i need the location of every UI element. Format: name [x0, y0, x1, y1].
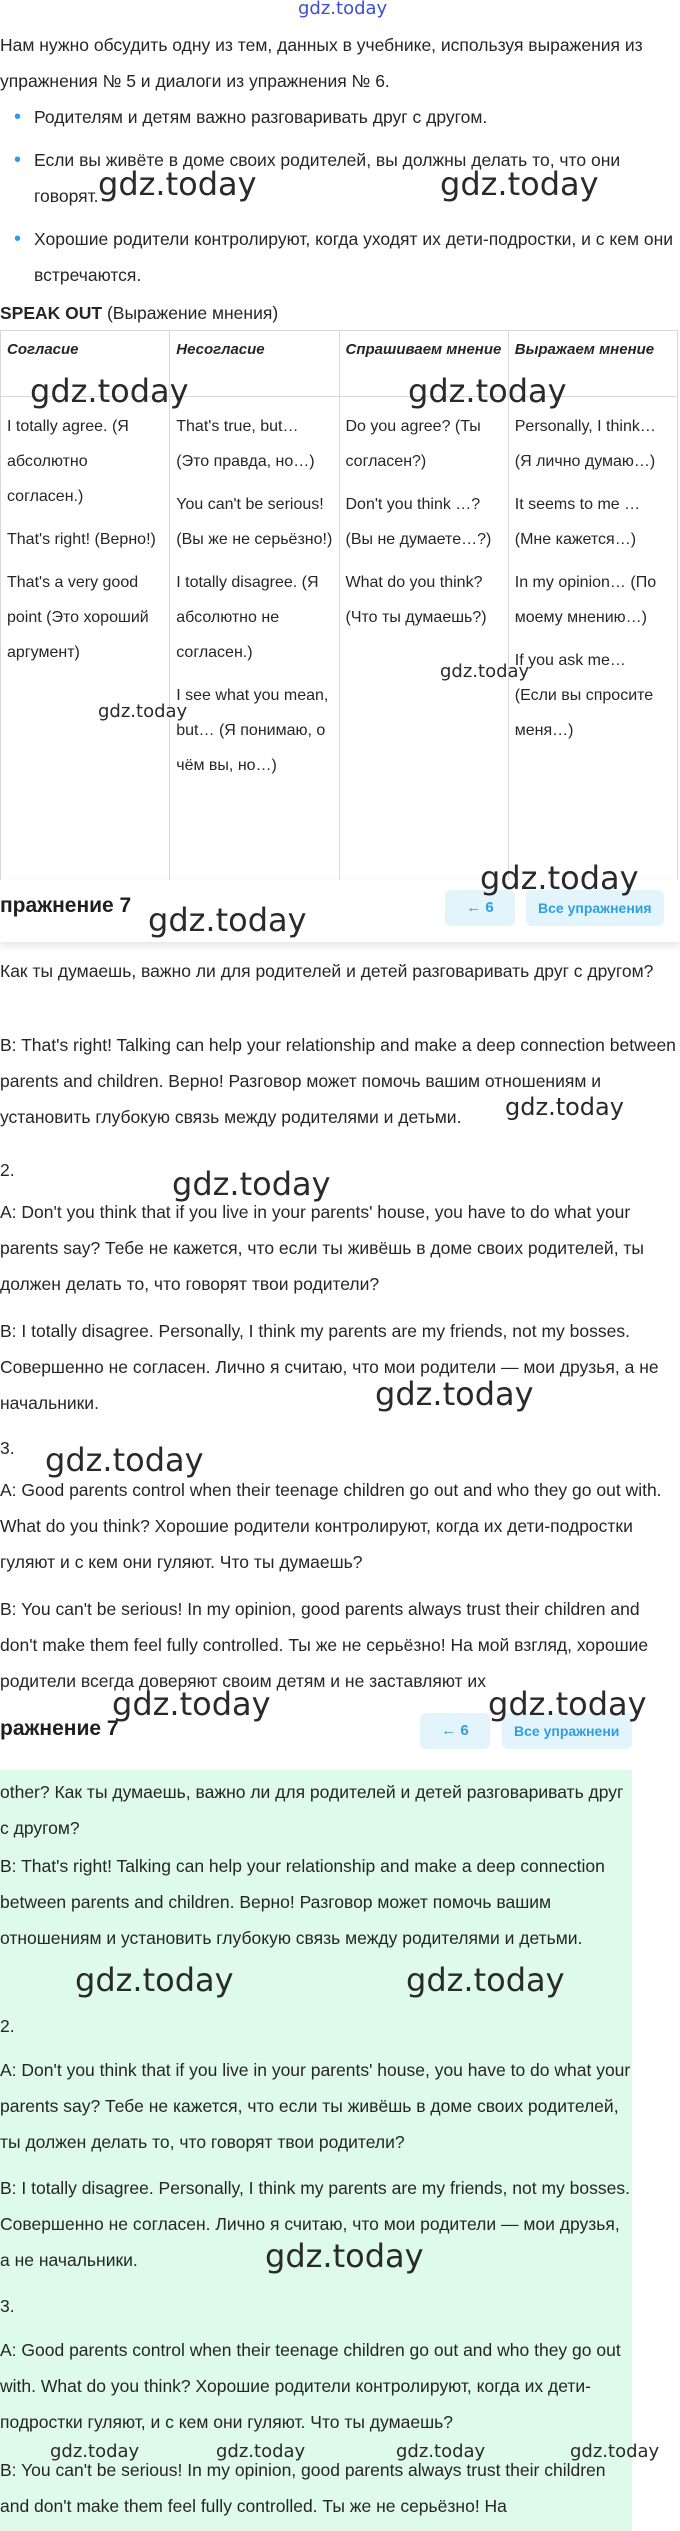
phrase: Personally, I think… (Я лично думаю…): [514, 418, 656, 470]
table-cell: [170, 397, 339, 930]
watermark: gdz.today: [480, 859, 639, 897]
watermark: gdz.today: [30, 372, 189, 410]
answer-text: B: I totally disagree. Personally, I think my parents are my friends, not my bosses. Совершенно не согласен. Лично я считаю, что мои родители — мои друзья, а не начальники.: [0, 1321, 659, 1413]
phrase: That's right! (Верно!): [7, 531, 156, 548]
table-row: [1, 397, 678, 930]
answer-text: B: That's right! Talking can help your relationship and make a deep connection between parents and children. Верно! Разговор может помочь вашим отношениям и установить глубокую связь между родителями и детьми.: [0, 1856, 605, 1948]
answer-text: A: Good parents control when their teenage children go out and who they go out with. What do you think? Хорошие родители контролируют, когда их дети-подростки гуляют и с кем они гуляют. Что ты думаешь?: [0, 1480, 662, 1572]
phrase: In my opinion… (По моему мнению…): [514, 574, 657, 626]
phrase: Do you agree? (Ты согласен?): [345, 418, 481, 470]
task-text: Нам нужно обсудить одну из тем, данных в учебнике, используя выражения из упражнения № 5 и диалоги из упражнения № 6.: [0, 35, 643, 91]
answer-number: 3.: [0, 1438, 15, 1458]
phrase: That's true, but… (Это правда, но…): [176, 418, 315, 470]
phrase: Don't you think …? (Вы не думаете…?): [345, 496, 492, 548]
phrase: You can't be serious! (Вы же не серьёзно!): [176, 496, 333, 548]
watermark: gdz.today: [505, 1093, 624, 1121]
watermark: gdz.today: [75, 1961, 234, 1999]
table-header: Несогласие: [170, 331, 339, 397]
exercise-title: ражнение 7: [0, 1717, 119, 1740]
speak-out-title: SPEAK OUT: [0, 303, 103, 323]
watermark: gdz.today: [265, 2237, 424, 2275]
answer-text: B: You can't be serious! In my opinion, good parents always trust their children and don't make them feel fully controlled. Ты же не серьёзно! На мой взгляд, хорошие родители всегда доверяют своим детям и не заставляют их: [0, 1599, 649, 1691]
phrase: It seems to me … (Мне кажется…): [514, 496, 641, 548]
table-header: Согласие: [1, 331, 170, 397]
speak-out-heading: [0, 300, 278, 326]
table-cell: [1, 397, 170, 930]
watermark: gdz.today: [440, 165, 599, 203]
prev-exercise-button[interactable]: ← 6: [420, 1713, 490, 1749]
exercise-title: пражнение 7: [0, 894, 132, 917]
table-header: Спрашиваем мнение: [339, 331, 508, 397]
phrase: What do you think? (Что ты думаешь?): [345, 574, 487, 626]
bullet-item: • Хорошие родители контролируют, когда уходят их дети-подростки, и с кем они встречаются.: [14, 221, 674, 293]
watermark: gdz.today: [408, 372, 567, 410]
watermark: gdz.today: [375, 1375, 534, 1413]
all-exercises-button[interactable]: Все упражнени: [502, 1713, 632, 1749]
watermark: gdz.today: [298, 0, 388, 19]
bullet-item: • Если вы живёте в доме своих родителей, вы должны делать то, что они говорят.: [14, 142, 674, 214]
answer-text: A: Good parents control when their teenage children go out and who they go out with. What do you think? Хорошие родители контролируют, когда их дети-подростки гуляют, и с кем они гуляют. Что ты думаешь?: [0, 2340, 621, 2432]
speak-out-subtitle: (Выражение мнения): [102, 303, 279, 323]
watermark: gdz.today: [216, 2441, 306, 2462]
answer-text: other? Как ты думаешь, важно ли для родителей и детей разговаривать друг с другом?: [0, 1782, 624, 1838]
watermark: gdz.today: [98, 701, 188, 722]
answer-card: [0, 1770, 632, 2531]
answer-text: B: I totally disagree. Personally, I think my parents are my friends, not my bosses. Совершенно не согласен. Лично я считаю, что мои родители — мои друзья, а не начальники.: [0, 2178, 630, 2270]
phrase: I totally disagree. (Я абсолютно не согласен.): [176, 574, 319, 661]
watermark: gdz.today: [406, 1961, 565, 1999]
watermark: gdz.today: [45, 1441, 204, 1479]
table-cell: [508, 397, 677, 930]
answer-text: Как ты думаешь, важно ли для родителей и детей разговаривать друг с другом?: [0, 961, 654, 981]
answer-number: 2.: [0, 1160, 15, 1180]
phrase: That's a very good point (Это хороший аргумент): [7, 574, 149, 661]
phrase: I totally agree. (Я абсолютно согласен.): [7, 418, 129, 505]
answer-text: A: Don't you think that if you live in your parents' house, you have to do what your parents say? Тебе не кажется, что если ты живёшь в доме своих родителей, ты должен делать то, что говорят твои родители?: [0, 2060, 631, 2152]
phrases-table: [0, 330, 678, 930]
phrase: I see what you mean, but… (Я понимаю, о чём вы, но…): [176, 687, 329, 774]
answer-text: A: Don't you think that if you live in your parents' house, you have to do what your parents say? Тебе не кажется, что если ты живёшь в доме своих родителей, ты должен делать то, что говорят твои родители?: [0, 1202, 645, 1294]
prev-exercise-button[interactable]: ← 6: [445, 890, 515, 926]
watermark: gdz.today: [98, 165, 257, 203]
phrase: If you ask me… (Если вы спросите меня…): [514, 652, 654, 739]
watermark: gdz.today: [112, 1685, 271, 1723]
watermark: gdz.today: [396, 2441, 486, 2462]
answer-number: 2.: [0, 2016, 15, 2036]
answer-number: 3.: [0, 2296, 15, 2316]
table-header: Выражаем мнение: [508, 331, 677, 397]
bullet-item: • Родителям и детям важно разговаривать друг с другом.: [14, 99, 674, 135]
all-exercises-button[interactable]: Все упражнения: [526, 890, 664, 926]
watermark: gdz.today: [148, 901, 307, 939]
answer-text: B: That's right! Talking can help your relationship and make a deep connection between parents and children. Верно! Разговор может помочь вашим отношениям и установить глубокую связь между родителями и детьми.: [0, 1035, 676, 1127]
watermark: gdz.today: [50, 2441, 140, 2462]
watermark: gdz.today: [440, 661, 530, 682]
watermark: gdz.today: [570, 2441, 660, 2462]
answer-text: B: You can't be serious! In my opinion, good parents always trust their children and don't make them feel fully controlled. Ты же не серьёзно! На: [0, 2460, 606, 2516]
watermark: gdz.today: [172, 1165, 331, 1203]
watermark: gdz.today: [488, 1685, 647, 1723]
